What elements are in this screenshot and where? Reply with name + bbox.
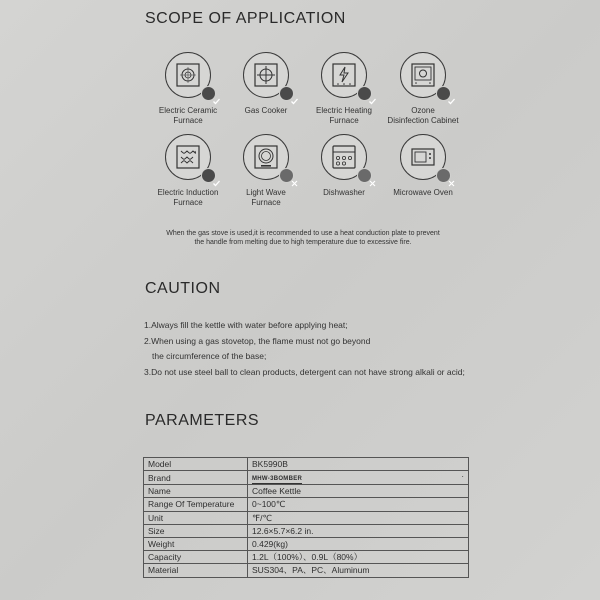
table-row — [144, 511, 469, 524]
cross-icon — [436, 168, 451, 183]
table-row — [144, 458, 469, 471]
check-icon — [279, 86, 294, 101]
param-key: Brand — [144, 471, 248, 485]
scope-item-label: Ozone Disinfection Cabinet — [387, 106, 459, 125]
gas-stove-note — [145, 229, 461, 247]
check-icon — [357, 86, 372, 101]
scope-item — [143, 134, 233, 208]
cross-icon — [279, 168, 294, 183]
param-key: Weight — [144, 537, 248, 550]
microwave-oven-icon — [400, 134, 446, 180]
table-row — [144, 551, 469, 564]
param-value: 1.2L（100%）、0.9L（80%） — [248, 551, 469, 564]
scope-item-label: Electric Heating Furnace — [315, 106, 373, 125]
param-key: Name — [144, 485, 248, 498]
scope-item-label: Dishwasher — [323, 188, 365, 197]
scope-item — [221, 134, 311, 208]
table-row — [144, 471, 469, 485]
gas-cooker-icon — [243, 52, 289, 98]
scope-item-label: Electric Ceramic Furnace — [158, 106, 218, 125]
parameters-title: PARAMETERS — [145, 412, 260, 429]
param-value: SUS304、PA、PC、Aluminum — [248, 564, 469, 577]
check-icon — [436, 86, 451, 101]
parameters-table — [143, 457, 469, 578]
scope-item — [299, 134, 389, 198]
param-value: 0~100℃ — [248, 498, 469, 511]
scope-item — [378, 134, 468, 198]
scope-item-label: Light Wave Furnace — [246, 188, 286, 207]
scope-item-label: Microwave Oven — [393, 188, 453, 197]
scope-item — [221, 52, 311, 116]
param-value: Coffee Kettle — [248, 485, 469, 498]
cross-icon — [357, 168, 372, 183]
brand-logo: MHW-3BOMBER — [252, 476, 303, 483]
param-key: Range Of Temperature — [144, 498, 248, 511]
caution-item: 3.Do not use steel ball to clean products, detergent can not have strong alkali or acid; — [144, 366, 465, 377]
induction-furnace-icon — [165, 134, 211, 180]
caution-item: 2.When using a gas stovetop, the flame must not go beyond — [144, 335, 371, 346]
heating-furnace-icon — [321, 52, 367, 98]
scope-item-label: Gas Cooker — [244, 106, 288, 115]
scope-item — [143, 52, 233, 126]
scope-item — [299, 52, 389, 126]
scope-title: SCOPE OF APPLICATION — [145, 10, 346, 27]
param-key: Capacity — [144, 551, 248, 564]
dishwasher-icon — [321, 134, 367, 180]
caution-list — [144, 318, 465, 380]
caution-title: CAUTION — [145, 280, 221, 297]
table-row — [144, 524, 469, 537]
param-key: Model — [144, 458, 248, 471]
param-key: Material — [144, 564, 248, 577]
dot-mark: · — [461, 472, 464, 482]
check-icon — [201, 168, 216, 183]
table-row — [144, 498, 469, 511]
table-row — [144, 564, 469, 577]
ceramic-furnace-icon — [165, 52, 211, 98]
ozone-cabinet-icon — [400, 52, 446, 98]
scope-item — [378, 52, 468, 126]
note-line: the handle from melting due to high temperature due to excessive fire. — [194, 239, 412, 246]
param-value: ℉/℃ — [248, 511, 469, 524]
table-row — [144, 485, 469, 498]
note-line: When the gas stove is used,it is recommended to use a heat conduction plate to prevent — [166, 230, 440, 237]
caution-item: 1.Always fill the kettle with water before applying heat; — [144, 320, 348, 330]
param-key: Size — [144, 524, 248, 537]
param-value: BK5990B — [248, 458, 469, 471]
light-wave-furnace-icon — [243, 134, 289, 180]
table-row — [144, 537, 469, 550]
param-key: Unit — [144, 511, 248, 524]
scope-item-label: Electric Induction Furnace — [157, 188, 219, 207]
param-value: 0.429(kg) — [248, 537, 469, 550]
check-icon — [201, 86, 216, 101]
param-value: 12.6×5.7×6.2 in. — [248, 524, 469, 537]
param-value — [248, 471, 469, 485]
caution-item-continued: the circumference of the base; — [152, 351, 267, 362]
